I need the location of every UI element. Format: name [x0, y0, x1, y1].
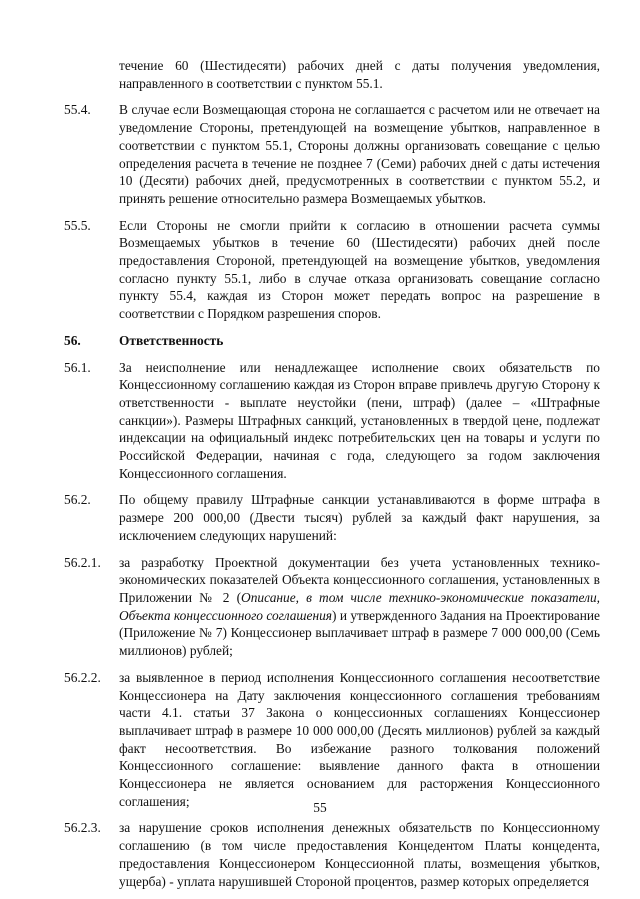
clause-56-1	[64, 359, 600, 483]
clause-text: Если Стороны не смогли прийти к согласию в отношении расчета суммы Возмещаемых убытков в течение 60 (Шестидесяти) рабочих дней после предоставления Стороной, претендующей на возмещение убытков, уведомления согласно пункту 55.1, либо в случае отказа организовать совещание согласно пункту 55.4, каждая из Сторон может передать вопрос на разрешение в соответствии с Порядком разрешения споров.	[119, 217, 600, 322]
clause-text: За неисполнение или ненадлежащее исполнение своих обязательств по Концессионному соглашению каждая из Сторон вправе привлечь другую Сторону к ответственности - выплате неустойки (пени, штраф) (далее – «Штрафные санкции»). Размеры Штрафных санкций, установленных в твердой цене, подлежат индексации на официальный индекс потребительских цен на товары и услуги по Российской Федерации, начиная с года, следующего за годом заключения Концессионного соглашения.	[119, 359, 600, 481]
clause-text: за нарушение сроков исполнения денежных обязательств по Концессионному соглашению (в том числе предоставления Концедентом Платы концедента, предоставления Концессионером Концессионной платы, возмещения убытков, ущерба) - уплата нарушившей Стороной процентов, размер которых определяется	[119, 820, 600, 889]
clause-55-5	[64, 217, 600, 323]
clause-56-2-1	[64, 554, 600, 660]
section-heading-56	[64, 332, 600, 350]
clause-55-4	[64, 101, 600, 207]
clause-number: 56.2.3.	[64, 820, 101, 836]
clause-text: за выявленное в период исполнения Концессионного соглашения несоответствие Концессионера на Дату заключения концессионного соглашения требованиям части 4.1. статьи 37 Закона о концессионных соглашениях Концессионер выплачивает штраф в размере 10 000 000,00 (Десять миллионов) рублей за каждый факт несоответствия. Во избежание разного толкования положений Концессионного соглашение: выявление данного факта в отношении Концессионера не является основанием для расторжения Концессионного соглашения;	[119, 669, 600, 809]
clause-number: 56.2.2.	[64, 669, 101, 685]
clause-text-part: ) и утвержденного Задания на Проектирование (Приложение № 7) Концессионер выплачивает штраф в размере 7 000 000,00 (Семь миллионов) рублей;	[119, 607, 600, 659]
continuation-paragraph: течение 60 (Шестидесяти) рабочих дней с даты получения уведомления, направленного в соответствии с пунктом 55.1.	[119, 58, 600, 91]
clause-text: В случае если Возмещающая сторона не соглашается с расчетом или не отвечает на уведомление Стороны, претендующей на возмещение убытков, направленное в соответствии с пунктом 55.1, Стороны должны организовать совещание с целью определения расчета в течение не позднее 7 (Семи) рабочих дней с даты истечения 10 (Десяти) рабочих дней, предусмотренных в соответствии с пунктом 55.2, и принять решение относительно размера Возмещаемых убытков.	[119, 102, 600, 206]
clause-56-2	[64, 491, 600, 544]
clause-number: 56.1.	[64, 359, 91, 375]
clause-number: 55.4.	[64, 102, 91, 118]
clause-56-2-3	[64, 819, 600, 890]
page-number: 55	[313, 800, 327, 815]
clause-number: 56.2.	[64, 492, 91, 508]
clause-text	[119, 554, 600, 660]
document-body	[64, 57, 600, 899]
clause-text: По общему правилу Штрафные санкции устанавливаются в форме штрафа в размере 200 000,00 (Двести тысяч) рублей за каждый факт нарушения, за исключением следующих нарушений:	[119, 492, 600, 543]
clause-text-part: за разработку Проектной документации без учета установленных технико-экономических показателей Объекта концессионного соглашения, установленных в Приложении № 2 (	[119, 554, 600, 605]
section-number: 56.	[64, 332, 81, 348]
section-title: Ответственность	[119, 332, 224, 348]
clause-56-2-2	[64, 669, 600, 811]
clause-text-italic: Описание, в том числе технико-экономические показатели, Объекта концессионного соглашения	[119, 589, 600, 623]
clause-number: 55.5.	[64, 217, 91, 233]
clause-number: 56.2.1.	[64, 554, 101, 570]
